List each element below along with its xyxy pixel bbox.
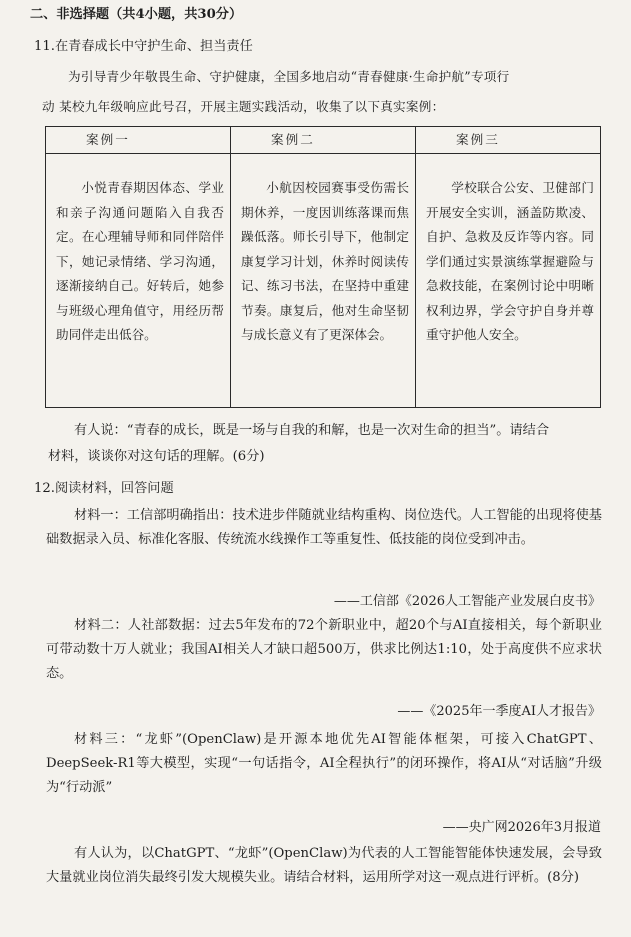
- case-table: [45, 126, 601, 408]
- q12-material-3: 材料三：“龙虾”(OpenClaw)是开源本地优先AI智能体框架，可接入ChatGPT、DeepSeek-R1等大模型，实现“一句话指令，AI全程执行”的闭环操作，将AI从“对话脑”升级为“行动派”: [46, 732, 602, 795]
- case-body-3: 学校联合公安、卫健部门开展安全实训，涵盖防欺凌、自护、急救及反诈等内容。同学们通过实景演练掌握避险与急救技能，在案例讨论中明晰权利边界，学会守护自身并尊重守护他人安全。: [416, 154, 601, 408]
- case-body-2: 小航因校园赛事受伤需长期休养，一度因训练落课而焦躁低落。师长引导下，他制定康复学习计划，休养时阅读传记、练习书法，在坚持中重建节奏。康复后，他对生命坚韧与成长意义有了更深体会。: [231, 154, 416, 408]
- case-header-1: 案例一: [46, 127, 231, 154]
- q12-material-1: 材料一：工信部明确指出：技术进步伴随就业结构重构、岗位迭代。人工智能的出现将使基础数据录入员、标准化客服、传统流水线操作工等重复性、低技能的岗位受到冲击。: [46, 508, 602, 547]
- q12-prompt: 有人认为，以ChatGPT、“龙虾”(OpenClaw)为代表的人工智能智能体快速发展，会导致大量就业岗位消失最终引发大规模失业。请结合材料，运用所学对这一观点进行评析。(8分): [46, 846, 602, 885]
- case-table-body-row: [46, 154, 601, 408]
- q12-material-3-source: ——央广网2026年3月报道: [442, 820, 601, 835]
- q11-intro-line1: 为引导青少年敬畏生命、守护健康，全国多地启动“青春健康·生命护航”专项行: [68, 69, 510, 84]
- q11-prompt-line1: 有人说：“青春的成长，既是一场与自我的和解，也是一次对生命的担当”。请结合: [74, 423, 550, 438]
- q11-title: 11.在青春成长中守护生命、担当责任: [34, 39, 253, 54]
- q11-intro-line2: 动 某校九年级响应此号召，开展主题实践活动，收集了以下真实案例：: [42, 99, 445, 114]
- q12-material-1-source: ——工信部《2026人工智能产业发展白皮书》: [333, 594, 601, 609]
- section-heading: 二、非选择题（共4小题，共30分）: [30, 7, 243, 22]
- case-table-header-row: [46, 127, 601, 154]
- q12-material-2: 材料二：人社部数据：过去5年发布的72个新职业中，超20个与AI直接相关，每个新职业可带动数十万人就业；我国AI相关人才缺口超500万，供求比例达1:10，处于高度供不应求状态。: [46, 618, 602, 681]
- case-body-1: 小悦青春期因体态、学业和亲子沟通问题陷入自我否定。在心理辅导师和同伴陪伴下，她记录情绪、学习沟通，逐渐接纳自己。好转后，她参与班级心理角值守，用经历帮助同伴走出低谷。: [46, 154, 231, 408]
- case-header-3: 案例三: [416, 127, 601, 154]
- case-header-2: 案例二: [231, 127, 416, 154]
- q12-title: 12.阅读材料，回答问题: [34, 481, 174, 496]
- q11-prompt-line2: 材料，谈谈你对这句话的理解。(6分): [48, 449, 265, 464]
- q12-material-2-source: ——《2025年一季度AI人才报告》: [397, 704, 601, 719]
